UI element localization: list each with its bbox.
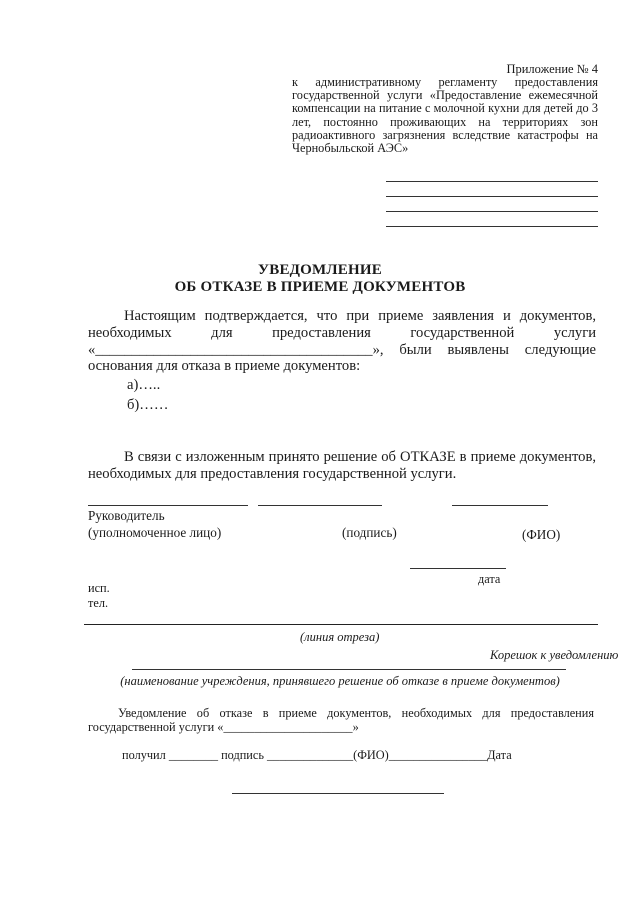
addressee-line-3	[386, 211, 598, 212]
name-caption: (ФИО)	[522, 527, 561, 542]
document-title: УВЕДОМЛЕНИЕ	[258, 262, 382, 278]
decision-paragraph: В связи с изложенным принято решение об ОТКАЗЕ в приеме документов, необходимых для предоставления государственной услуги.	[88, 449, 596, 482]
received-line: получил ________ подпись ______________(ФИО)________________Дата	[122, 748, 512, 762]
date-line	[410, 568, 506, 569]
addressee-line-4	[386, 226, 598, 227]
appendix-reference: к административному регламенту предоставления государственной услуги «Предоставление ежемесячной компенсации на питание с молочной кухни для детей до 3 лет, постоянно проживающих на территориях зон радиоактивного загрязнения вследствие катастрофы на Чернобыльской АЭС»	[292, 75, 598, 156]
authorized-person-label: (уполномоченное лицо)	[88, 525, 222, 540]
document-subtitle: ОБ ОТКАЗЕ В ПРИЕМЕ ДОКУМЕНТОВ	[174, 279, 466, 295]
date-caption: дата	[478, 572, 501, 586]
institution-line	[132, 669, 566, 670]
stub-label: Корешок к уведомлению	[490, 648, 619, 662]
name-line	[452, 505, 548, 506]
stub-notice-text: Уведомление об отказе в приеме документов, необходимых для предоставления государственной услуги «_____________________»	[88, 706, 594, 734]
addressee-line-2	[386, 196, 598, 197]
signature-line	[258, 505, 382, 506]
signature-caption: (подпись)	[342, 525, 397, 540]
confirmation-paragraph: Настоящим подтверждается, что при приеме заявления и документов, необходимых для предоставления государственной услуги «______________________________________», были выявлены следующие основания для отказа в приеме документов:	[88, 308, 596, 375]
addressee-line-1	[386, 181, 598, 182]
reason-item-a: а)…..	[127, 377, 161, 393]
phone-label: тел.	[88, 596, 109, 610]
institution-caption: (наименование учреждения, принявшего решение об отказе в приеме документов)	[120, 674, 560, 688]
executor-label: исп.	[88, 581, 110, 595]
head-label: Руководитель	[88, 508, 165, 523]
bottom-signature-line	[232, 793, 444, 794]
appendix-number: Приложение № 4	[506, 62, 598, 76]
head-signature-line	[88, 505, 248, 506]
reason-item-b: б)……	[127, 397, 169, 413]
cut-line	[84, 624, 598, 625]
cut-line-caption: (линия отреза)	[300, 630, 380, 644]
